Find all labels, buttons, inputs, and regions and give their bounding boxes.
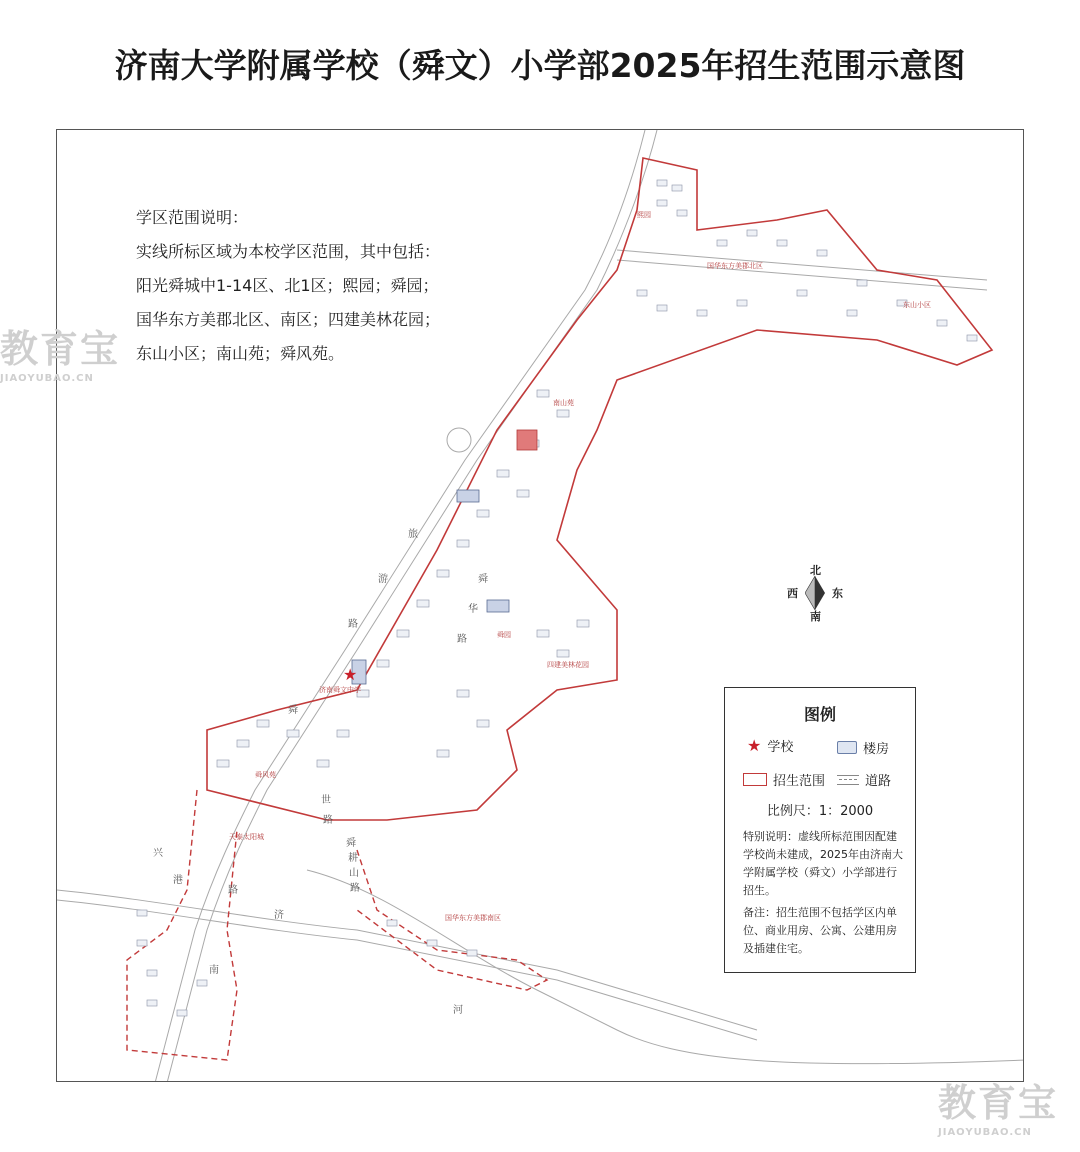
legend-road xyxy=(837,770,891,789)
legend-title: 图例 xyxy=(803,705,836,724)
area-label: 熙园 xyxy=(637,211,651,219)
area-label: 国华东方美郡北区 xyxy=(707,262,763,270)
road-label: 南 xyxy=(209,965,219,976)
road-label: 舜 xyxy=(478,574,488,585)
description-heading: 学区范围说明： xyxy=(136,208,249,227)
star-icon: ★ xyxy=(747,736,762,755)
commercial-block xyxy=(517,430,537,450)
road-label: 济 xyxy=(274,910,284,921)
legend-panel xyxy=(724,687,916,973)
area-label: 济南舜文中学 xyxy=(319,686,361,694)
legend-building xyxy=(837,738,889,757)
area-label: 国华东方美郡南区 xyxy=(445,914,501,922)
road-label: 路 xyxy=(228,885,238,896)
roundabout xyxy=(447,428,471,452)
legend-remark: 备注：招生范围不包括学区内单位、商业用房、公寓、公建用房及插建住宅。 xyxy=(743,906,897,955)
description-line: 国华东方美郡北区、南区；四建美林花园； xyxy=(136,310,441,329)
compass-north: 北 xyxy=(810,564,821,577)
river-road xyxy=(307,870,1024,1064)
road-label: 路 xyxy=(350,883,360,894)
road-label: 游 xyxy=(378,574,388,585)
compass-west: 西 xyxy=(787,587,798,600)
description-line: 东山小区；南山苑；舜风苑。 xyxy=(136,344,345,363)
watermark-right xyxy=(938,1072,1058,1138)
legend-range-label: 招生范围 xyxy=(773,774,826,789)
watermark-brand: 教育宝 xyxy=(938,1081,1059,1125)
watermark-domain: JIAOYUBAO.CN xyxy=(0,373,94,384)
compass xyxy=(785,562,845,622)
watermark-domain: JIAOYUBAO.CN xyxy=(938,1127,1032,1138)
watermark-brand: 教育宝 xyxy=(0,327,121,371)
legend-school xyxy=(747,736,793,755)
area-label: 东山小区 xyxy=(903,301,931,309)
compass-south: 南 xyxy=(810,610,821,623)
legend-road-label: 道路 xyxy=(865,774,892,789)
school-star-marker: ★ xyxy=(343,665,358,684)
description-line: 阳光舜城中1-14区、北1区；熙园；舜园； xyxy=(136,276,439,295)
map-frame[interactable] xyxy=(56,129,1024,1082)
legend-building-label: 楼房 xyxy=(863,742,890,757)
area-label: 舜园 xyxy=(497,631,511,639)
road-label: 路 xyxy=(348,619,358,630)
road-label: 港 xyxy=(173,875,183,886)
area-label: 四建美林花园 xyxy=(547,661,589,669)
road-label: 路 xyxy=(323,815,333,826)
road-label: 舜 xyxy=(346,838,356,849)
road-label: 山 xyxy=(349,868,359,879)
dashed-boundary-west xyxy=(127,790,237,1060)
building-icon xyxy=(837,741,857,754)
range-icon xyxy=(743,773,767,786)
road-label: 兴 xyxy=(153,848,163,859)
legend-school-label: 学校 xyxy=(767,740,794,755)
area-label: 天泰太阳城 xyxy=(229,833,264,841)
road-label: 华 xyxy=(468,604,478,615)
compass-east: 东 xyxy=(832,587,843,600)
area-label: 南山苑 xyxy=(553,399,574,407)
road-label: 路 xyxy=(457,634,467,645)
road-label: 耕 xyxy=(348,853,358,864)
map-title: 济南大学附属学校（舜文）小学部2025年招生范围示意图 xyxy=(114,46,966,85)
area-label: 舜风苑 xyxy=(255,771,276,779)
road-label: 旅 xyxy=(408,529,418,540)
description-line: 实线所标区域为本校学区范围，其中包括： xyxy=(136,242,441,261)
compass-icon xyxy=(805,576,825,610)
side-road-2 xyxy=(57,900,757,1040)
road-icon xyxy=(837,775,859,785)
watermark-left xyxy=(0,318,120,384)
road-label: 河 xyxy=(453,1005,463,1016)
school-buildings xyxy=(352,490,509,684)
road-label: 世 xyxy=(321,795,331,806)
legend-special-note: 特别说明：虚线所标范围因配建学校尚未建成，2025年由济南大学附属学校（舜文）小学部进行招生。 xyxy=(743,830,903,897)
district-description xyxy=(136,201,440,371)
road-label: 舜 xyxy=(288,705,298,716)
legend-scale: 比例尺：1：2000 xyxy=(766,804,874,819)
legend-range xyxy=(743,770,825,789)
